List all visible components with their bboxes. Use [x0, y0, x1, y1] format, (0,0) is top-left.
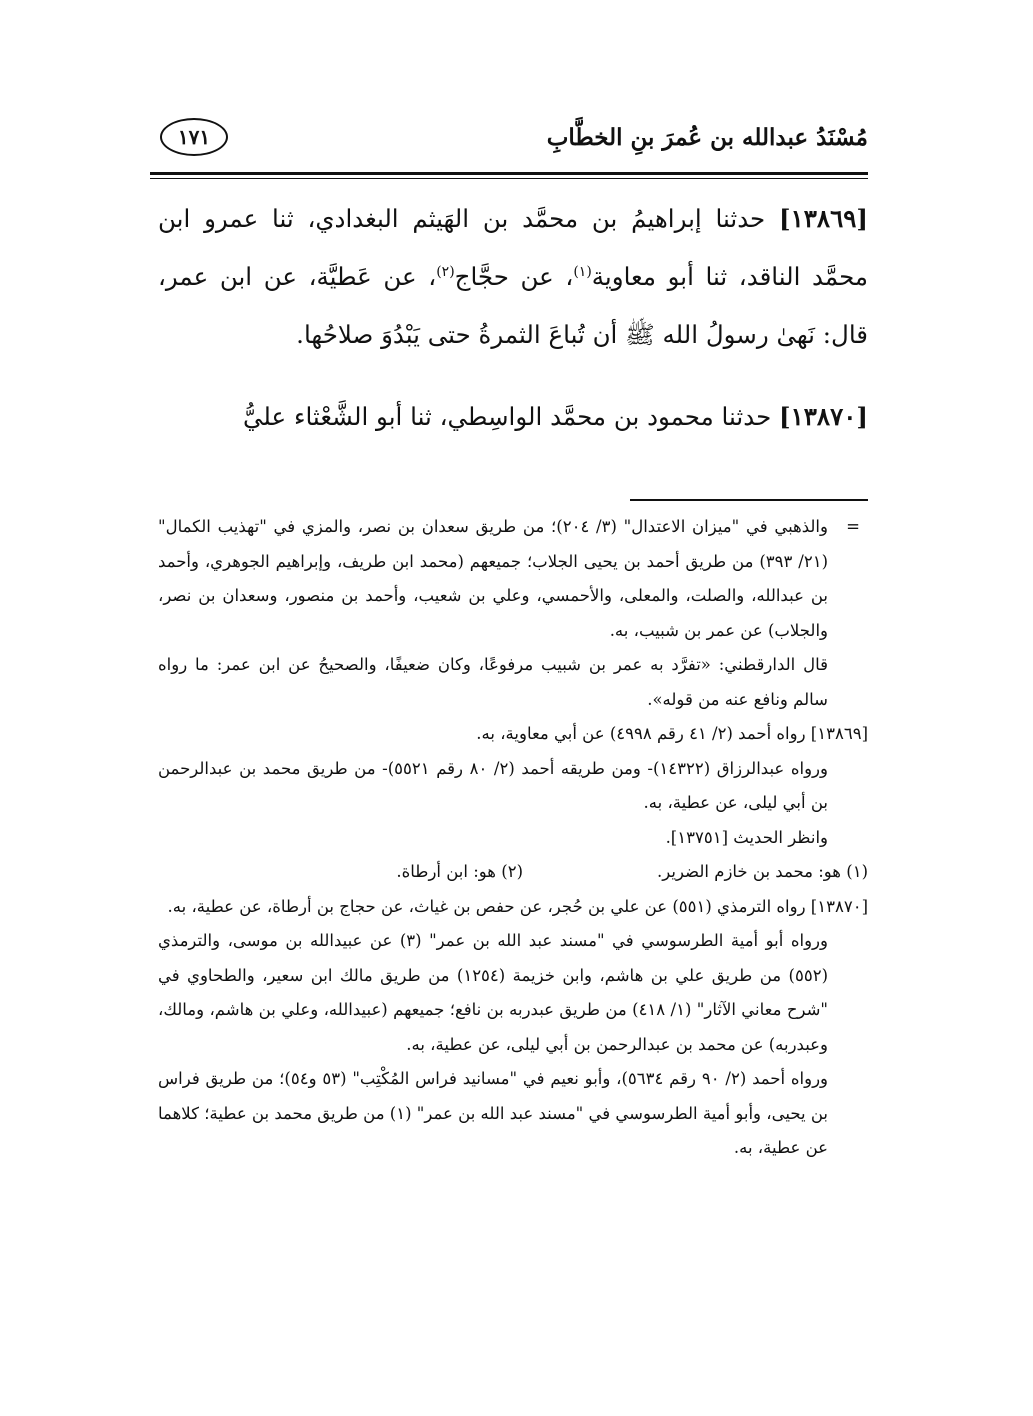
- footnote-paragraph: [158, 510, 868, 648]
- continuation-mark: =: [846, 517, 860, 536]
- hadith-text-part: ، عن عَطيَّة، عن ابن عمر، قال: نَهىٰ رسولُ الله ﷺ أن تُباعَ الثمرةُ حتى يَبْدُوَ صلاحُها.: [158, 262, 868, 349]
- footnote-paragraph: وانظر الحديث [١٣٧٥١].: [665, 827, 828, 847]
- footnote-paragraph: [١٣٨٧٠] رواه الترمذي (٥٥١) عن علي بن حُجر، عن حفص بن غياث، عن حجاج بن أرطاة، عن عطية، به.: [167, 896, 868, 916]
- hadith-number: [١٣٨٦٩]: [779, 204, 868, 233]
- footnote-paragraph: ورواه عبدالرزاق (١٤٣٢٢)- ومن طريقه أحمد (٢/ ٨٠ رقم ٥٥٢١)- من طريق محمد بن عبدالرحمن بن أبي ليلى، عن عطية، به.: [158, 758, 828, 812]
- footnote-ref-2[interactable]: (٢): [436, 263, 455, 280]
- running-title: مُسْنَدُ عبدالله بن عُمرَ بنِ الخطَّابِ: [546, 124, 868, 151]
- footnote-paragraph: [١٣٨٦٩] رواه أحمد (٢/ ٤١ رقم ٤٩٩٨) عن أبي معاوية، به.: [476, 724, 868, 743]
- footnote-ref-1[interactable]: (١): [573, 263, 592, 280]
- footnote-note-1: (١) هو: محمد بن خازم الضرير.: [657, 862, 868, 881]
- hadith-13870: [158, 388, 868, 446]
- hadith-number: [١٣٨٧٠]: [779, 402, 868, 431]
- footnote-notes-row: [158, 855, 868, 890]
- hadith-text-part: ، عن حجَّاج: [454, 262, 574, 291]
- footnote-text: والذهبي في "ميزان الاعتدال" (٣/ ٢٠٤)؛ من طريق سعدان بن نصر، والمزي في "تهذيب الكمال" (٢١/ ٣٩٣) من طريق أحمد بن يحيى الجلاب؛ جميعهم (محمد ابن طريف، وإبراهيم الجوهري، وأحمد بن عبدالله، والصلت، والمعلى، والأحمسي، وعلي بن شعيب، وأحمد بن منصور، وسعدان بن نصر، والجلاب) عن عمر بن شبيب، به.: [158, 517, 828, 640]
- footnotes: [158, 510, 868, 1166]
- footnote-separator: [630, 499, 868, 501]
- footnote-paragraph: قال الدارقطني: «تفرَّد به عمر بن شبيب مرفوعًا، وكان ضعيفًا، والصحيحُ عن ابن عمر: ما رواه سالم ونافع عنه من قوله».: [158, 655, 828, 709]
- footnote-note-2: (٢) هو: ابن أرطاة.: [396, 862, 523, 881]
- header-rule: [150, 172, 868, 175]
- footnote-paragraph: ورواه أبو أمية الطرسوسي في "مسند عبد الله بن عمر" (٣) عن عبيدالله بن موسى، والترمذي (٥٥٢) من طريق علي بن هاشم، وابن خزيمة (١٢٥٤) من طريق مالك ابن سعير، والطحاوي في "شرح معاني الآثار" (١/ ٤١٨) من طريق عبدربه بن نافع؛ جميعهم (عبيدالله، وعلي بن هاشم، ومالك، وعبدربه) عن محمد بن عبدالرحمن بن أبي ليلى، عن عطية، به.: [158, 931, 829, 1054]
- running-header: [150, 118, 868, 168]
- footnote-paragraph: ورواه أحمد (٢/ ٩٠ رقم ٥٦٣٤)، وأبو نعيم في "مسانيد فراس المُكْتِب" (٥٣ و٥٤)؛ من طريق فراس بن يحيى، وأبو أمية الطرسوسي في "مسند عبد الله بن عمر" (١) من طريق محمد بن عطية؛ كلاهما عن عطية، به.: [158, 1069, 829, 1157]
- main-text: [158, 190, 868, 446]
- hadith-13869: [158, 190, 868, 364]
- page-number-badge: ١٧١: [160, 118, 228, 156]
- hadith-text-part: حدثنا إبراهيمُ بن محمَّد بن الهَيثم البغدادي، ثنا عمرو ابن محمَّد الناقد، ثنا أبو معاوية: [158, 204, 869, 291]
- header-rule-secondary: [150, 178, 868, 179]
- hadith-text-part: حدثنا محمود بن محمَّد الواسِطي، ثنا أبو الشَّعْثاء عليُّ: [243, 402, 772, 431]
